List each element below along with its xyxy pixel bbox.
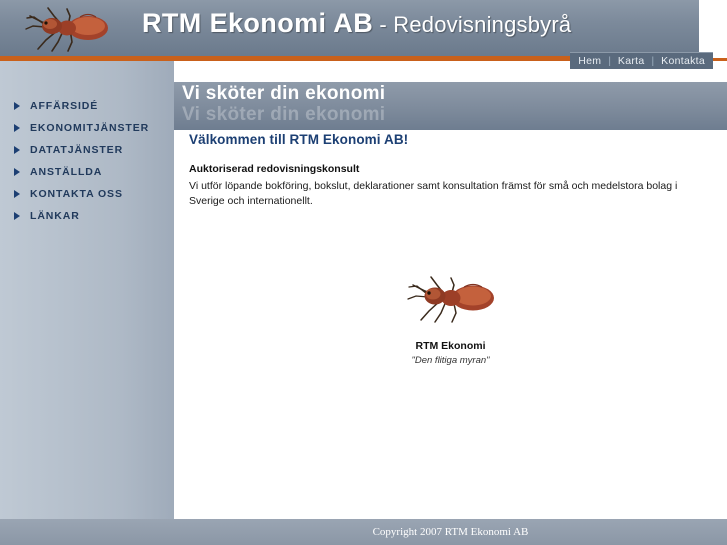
header-right-gutter <box>699 0 713 58</box>
ant-figure <box>174 270 727 366</box>
arrow-right-icon <box>12 211 22 221</box>
sidebar-item-label: AFFÄRSIDÉ <box>30 100 99 112</box>
body-paragraph: Vi utför löpande bokföring, bokslut, deklarationer samt konsultation främst för små och medelstora bolag i Sverige och internationellt. <box>189 180 678 207</box>
sidebar-item-ekonomitjanster[interactable] <box>0 117 174 139</box>
topnav-separator: | <box>651 55 655 67</box>
site-title-main: RTM Ekonomi AB <box>142 8 374 38</box>
page-title: Välkommen till RTM Ekonomi AB! <box>189 132 409 147</box>
copyright-text: Copyright 2007 RTM Ekonomi AB <box>372 526 529 538</box>
banner-title: Vi sköter din ekonomi <box>182 83 386 104</box>
topnav-item-karta[interactable]: Karta <box>617 55 645 67</box>
site-title-sub: Redovisningsbyrå <box>393 12 572 37</box>
section-subtitle: Auktoriserad redovisningskonsult <box>189 163 360 175</box>
sidebar-item-label: KONTAKTA OSS <box>30 188 123 200</box>
arrow-right-icon <box>12 167 22 177</box>
site-title-dash: - <box>373 12 394 37</box>
main-content <box>174 130 727 519</box>
sidebar-item-label: EKONOMITJÄNSTER <box>30 122 150 134</box>
topnav-item-kontakta[interactable]: Kontakta <box>661 55 705 67</box>
arrow-right-icon <box>12 123 22 133</box>
topnav-separator: | <box>608 55 611 67</box>
top-navigation <box>570 52 713 69</box>
sidebar-item-label: LÄNKAR <box>30 210 80 222</box>
figure-title: RTM Ekonomi <box>415 340 486 352</box>
sidebar-item-label: DATATJÄNSTER <box>30 144 124 156</box>
topnav-item-hem[interactable]: Hem <box>578 55 602 67</box>
figure-caption: "Den flitiga myran" <box>411 355 490 366</box>
site-title <box>142 8 571 39</box>
site-footer <box>174 519 727 545</box>
footer-left-panel <box>0 519 174 545</box>
sidebar-item-datatjanster[interactable] <box>0 139 174 161</box>
arrow-right-icon <box>12 189 22 199</box>
arrow-right-icon <box>12 101 22 111</box>
sidebar <box>0 61 174 545</box>
site-header <box>0 0 713 58</box>
ant-logo-icon <box>18 4 118 54</box>
banner-title-reflection: Vi sköter din ekonomi <box>182 104 386 125</box>
sidebar-item-label: ANSTÄLLDA <box>30 166 103 178</box>
sidebar-item-affarside[interactable] <box>0 95 174 117</box>
sidebar-item-lankar[interactable] <box>0 205 174 227</box>
ant-illustration-icon <box>399 270 503 328</box>
sidebar-item-anstallda[interactable] <box>0 161 174 183</box>
sidebar-item-kontakta-oss[interactable] <box>0 183 174 205</box>
arrow-right-icon <box>12 145 22 155</box>
page-banner <box>174 82 727 130</box>
